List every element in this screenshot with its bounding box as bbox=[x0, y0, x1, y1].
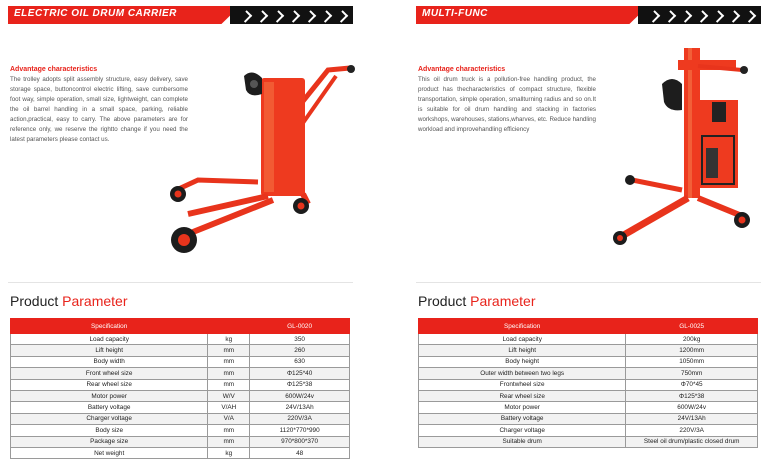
table-cell: kg bbox=[208, 447, 250, 458]
table-cell: 220V/3A bbox=[250, 413, 350, 424]
table-row bbox=[419, 379, 758, 390]
table-cell: Battery voltage bbox=[419, 413, 626, 424]
table-cell: 1200mm bbox=[626, 345, 758, 356]
table-cell: Package size bbox=[11, 436, 208, 447]
table-cell: Lift height bbox=[419, 345, 626, 356]
oil-drum-carrier-image bbox=[158, 64, 358, 256]
right-divider bbox=[416, 282, 761, 283]
left-banner bbox=[8, 6, 353, 24]
table-cell: Outer width between two legs bbox=[419, 368, 626, 379]
left-divider bbox=[8, 282, 353, 283]
table-cell: Load capacity bbox=[419, 334, 626, 345]
table-cell: Charger voltage bbox=[419, 425, 626, 436]
table-cell: Front wheel size bbox=[11, 368, 208, 379]
table-cell: mm bbox=[208, 356, 250, 367]
table-cell: 24V/13Ah bbox=[626, 413, 758, 424]
param-title-word-parameter: Parameter bbox=[62, 293, 128, 309]
chevron-right-icon bbox=[336, 10, 348, 22]
table-cell: Steel oil drum/plastic closed drum bbox=[626, 436, 758, 447]
right-advantage-text: This oil drum truck is a pollution-free handling product, the product has thecharacteristics of compact structure, flexible transportation, simple operation, smallturning radius and so on.It is suitable for oil drum handling and stacking in factories workshops, warehouses, stations,wharves, etc. Reduce handling workload and improvehandling efficiency bbox=[418, 76, 596, 133]
table-cell: mm bbox=[208, 436, 250, 447]
table-row bbox=[11, 413, 350, 424]
table-row bbox=[11, 436, 350, 447]
table-row bbox=[11, 368, 350, 379]
table-cell: 200kg bbox=[626, 334, 758, 345]
table-cell: Load capacity bbox=[11, 334, 208, 345]
param-title-word-product: Product bbox=[10, 293, 59, 309]
table-cell: 48 bbox=[250, 447, 350, 458]
table-cell: 260 bbox=[250, 345, 350, 356]
table-row bbox=[419, 345, 758, 356]
table-row bbox=[11, 379, 350, 390]
table-row bbox=[419, 368, 758, 379]
left-banner-chevrons bbox=[230, 6, 353, 24]
chevron-right-icon bbox=[240, 10, 252, 22]
table-cell: 1050mm bbox=[626, 356, 758, 367]
table-row bbox=[11, 390, 350, 401]
table-cell: Φ125*38 bbox=[626, 390, 758, 401]
table-header-cell: GL-0020 bbox=[250, 319, 350, 334]
table-cell: V/A bbox=[208, 413, 250, 424]
table-cell: Φ125*40 bbox=[250, 368, 350, 379]
table-cell: Body size bbox=[11, 425, 208, 436]
table-cell: Body width bbox=[11, 356, 208, 367]
table-row bbox=[419, 356, 758, 367]
chevron-right-icon bbox=[288, 10, 300, 22]
table-cell: mm bbox=[208, 379, 250, 390]
table-cell: 600W/24v bbox=[250, 390, 350, 401]
table-cell: W/V bbox=[208, 390, 250, 401]
table-cell: 750mm bbox=[626, 368, 758, 379]
table-cell: Rear wheel size bbox=[419, 390, 626, 401]
table-header-cell bbox=[208, 319, 250, 334]
right-banner-chevrons bbox=[638, 6, 761, 24]
table-header-cell: Specification bbox=[11, 319, 208, 334]
table-cell: Motor power bbox=[11, 390, 208, 401]
table-row bbox=[419, 425, 758, 436]
table-cell: Frontwheel size bbox=[419, 379, 626, 390]
table-cell: 630 bbox=[250, 356, 350, 367]
right-parameter-table bbox=[418, 318, 758, 448]
param-title-word-product: Product bbox=[418, 293, 467, 309]
right-param-title bbox=[418, 293, 536, 309]
right-banner-title: MULTI-FUNC bbox=[422, 8, 488, 19]
table-header-cell: Specification bbox=[419, 319, 626, 334]
table-cell: 1120*770*990 bbox=[250, 425, 350, 436]
chevron-right-icon bbox=[320, 10, 332, 22]
chevron-right-icon bbox=[744, 10, 756, 22]
left-product-panel bbox=[8, 0, 368, 468]
table-row bbox=[11, 345, 350, 356]
table-row bbox=[11, 356, 350, 367]
table-row bbox=[11, 425, 350, 436]
table-row bbox=[419, 413, 758, 424]
table-cell: mm bbox=[208, 425, 250, 436]
table-row bbox=[419, 436, 758, 447]
table-cell: Suitable drum bbox=[419, 436, 626, 447]
left-parameter-table bbox=[10, 318, 350, 459]
left-advantage-text: The trolley adopts split assembly structure, easy delivery, save storage space, buttoncontrol electric lifting, save cumbersome foot way, simple operation, small size, lightweight, can complete the oil barrel handling in a small space, parking, reliable action,practical, easy to carry. The above parameters are for reference only, we reserve the rightto change if you need the latest parameters please contact us. bbox=[10, 76, 188, 143]
table-cell: 600W/24v bbox=[626, 402, 758, 413]
left-banner-title: ELECTRIC OIL DRUM CARRIER bbox=[14, 8, 177, 19]
right-advantage-title: Advantage characteristics bbox=[418, 66, 506, 73]
left-advantage-title: Advantage characteristics bbox=[10, 66, 98, 73]
table-row bbox=[11, 334, 350, 345]
table-row bbox=[11, 447, 350, 458]
chevron-right-icon bbox=[648, 10, 660, 22]
table-cell: V/AH bbox=[208, 402, 250, 413]
table-cell: 970*800*370 bbox=[250, 436, 350, 447]
table-row bbox=[11, 402, 350, 413]
chevron-right-icon bbox=[664, 10, 676, 22]
param-title-word-parameter: Parameter bbox=[470, 293, 536, 309]
right-banner bbox=[416, 6, 761, 24]
table-cell: Net weight bbox=[11, 447, 208, 458]
table-cell: 24V/13Ah bbox=[250, 402, 350, 413]
table-cell: kg bbox=[208, 334, 250, 345]
table-cell: Lift height bbox=[11, 345, 208, 356]
chevron-right-icon bbox=[712, 10, 724, 22]
chevron-right-icon bbox=[680, 10, 692, 22]
chevron-right-icon bbox=[256, 10, 268, 22]
table-header-row bbox=[419, 319, 758, 334]
table-cell: mm bbox=[208, 368, 250, 379]
table-cell: Motor power bbox=[419, 402, 626, 413]
table-cell: Body height bbox=[419, 356, 626, 367]
table-cell: mm bbox=[208, 345, 250, 356]
table-row bbox=[419, 390, 758, 401]
table-header-row bbox=[11, 319, 350, 334]
chevron-right-icon bbox=[272, 10, 284, 22]
table-cell: 350 bbox=[250, 334, 350, 345]
table-row bbox=[419, 402, 758, 413]
table-header-cell: GL-0025 bbox=[626, 319, 758, 334]
table-cell: Φ125*38 bbox=[250, 379, 350, 390]
chevron-right-icon bbox=[304, 10, 316, 22]
table-cell: Φ70*45 bbox=[626, 379, 758, 390]
table-cell: Rear wheel size bbox=[11, 379, 208, 390]
drum-lifter-image bbox=[602, 40, 752, 260]
table-cell: Battery voltage bbox=[11, 402, 208, 413]
chevron-right-icon bbox=[696, 10, 708, 22]
chevron-right-icon bbox=[728, 10, 740, 22]
left-param-title bbox=[10, 293, 128, 309]
right-product-panel bbox=[416, 0, 768, 468]
table-row bbox=[419, 334, 758, 345]
table-cell: 220V/3A bbox=[626, 425, 758, 436]
table-cell: Charger voltage bbox=[11, 413, 208, 424]
